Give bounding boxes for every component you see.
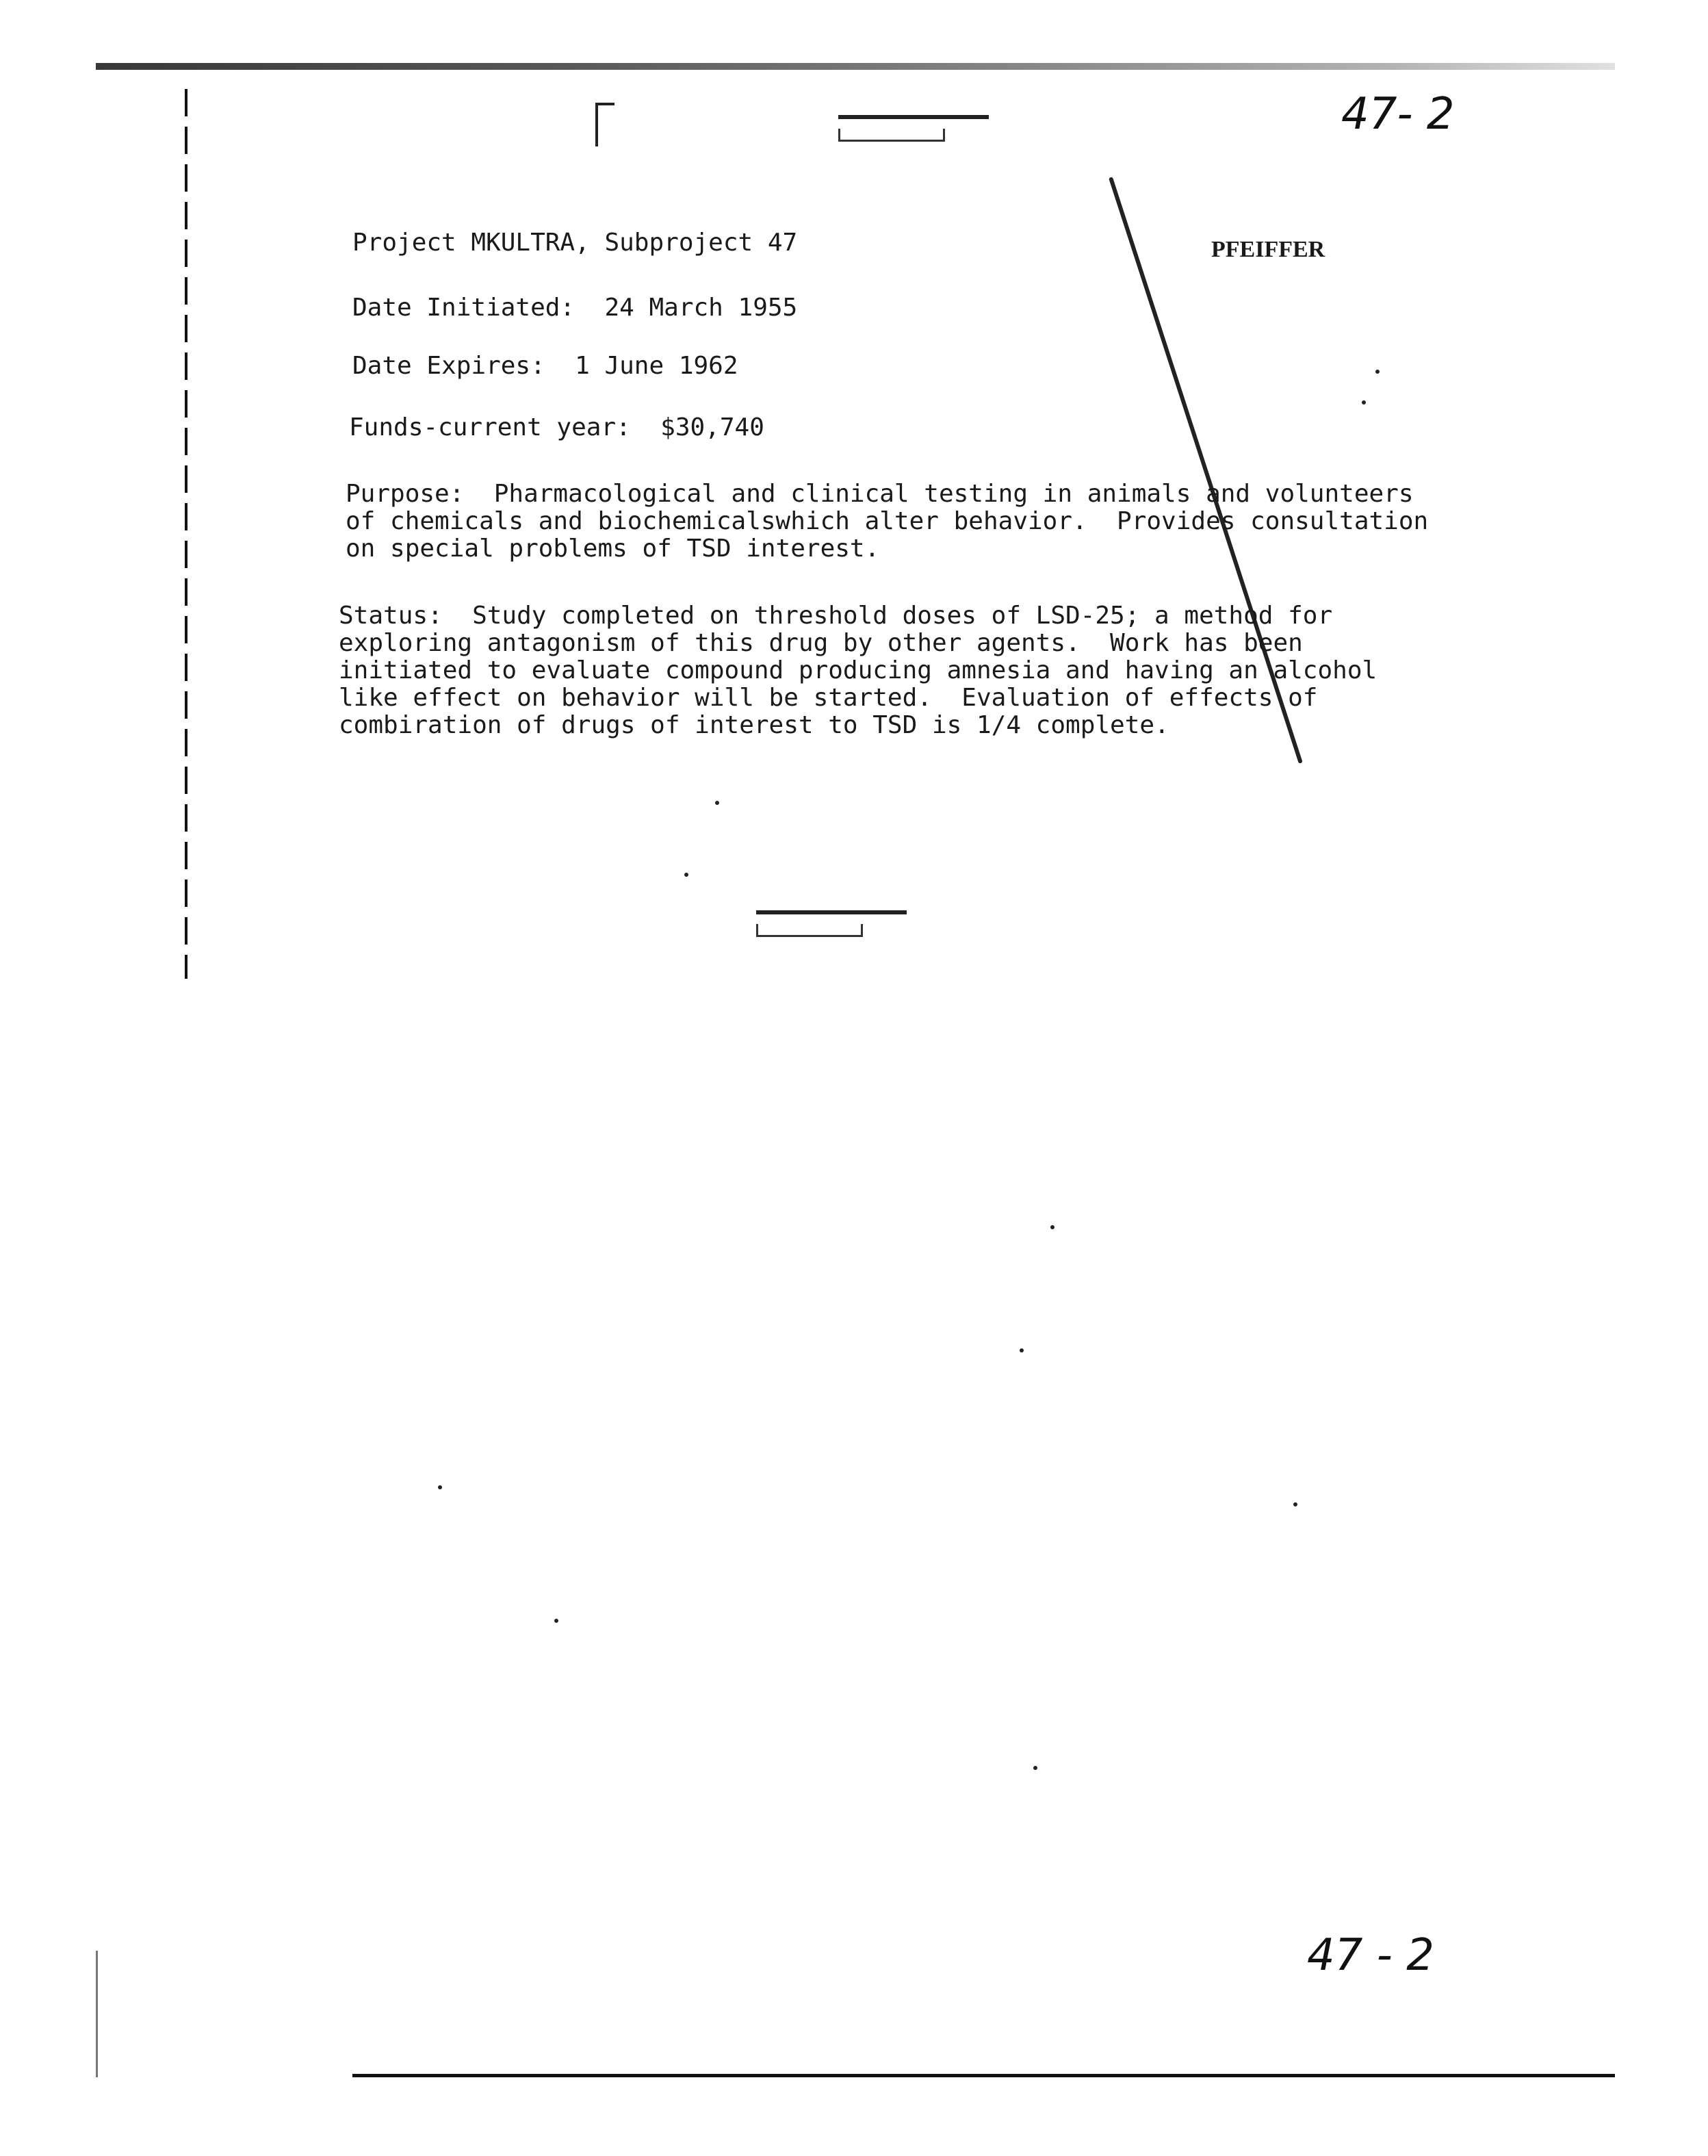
handwritten-page-number-bottom: 47 - 2: [1307, 1930, 1434, 1981]
redaction-mark-bottom: [756, 903, 907, 945]
purpose-line: Purpose: Pharmacological and clinical testing in animals and volunteers: [346, 480, 1414, 508]
scan-speck: [1362, 400, 1366, 405]
project-line: Project MKULTRA, Subproject 47: [352, 229, 798, 257]
purpose-paragraph: [346, 480, 1481, 563]
bottom-scan-rule: [352, 2074, 1615, 2077]
corner-bracket-mark: [595, 103, 614, 146]
status-line: like effect on behavior will be started. Evaluation of effects of: [339, 684, 1318, 712]
bottom-left-margin-rule: [96, 1951, 98, 2077]
status-line: combiration of drugs of interest to TSD is 1/4 complete.: [339, 711, 1169, 739]
purpose-line: of chemicals and biochemicalswhich alter behavior. Provides consultation: [346, 507, 1429, 535]
scan-speck: [684, 873, 688, 877]
status-line: exploring antagonism of this drug by other agents. Work has been: [339, 629, 1303, 657]
scan-speck: [554, 1619, 558, 1623]
scan-speck: [1020, 1348, 1024, 1352]
redaction-mark-top: [838, 108, 989, 149]
scan-speck: [1050, 1225, 1054, 1229]
scan-speck: [715, 801, 719, 805]
handwritten-page-number-top: 47- 2: [1341, 89, 1455, 140]
date-initiated: Date Initiated: 24 March 1955: [352, 294, 798, 322]
name-pfeiffer: PFEIFFER: [1211, 237, 1325, 262]
scan-speck: [1375, 370, 1380, 374]
scan-speck: [1293, 1502, 1297, 1506]
funds-current-year: Funds-current year: $30,740: [349, 413, 764, 441]
scan-speck: [1033, 1766, 1037, 1770]
status-paragraph: [339, 602, 1475, 739]
status-line: initiated to evaluate compound producing amnesia and having an alcohol: [339, 656, 1377, 684]
date-expires: Date Expires: 1 June 1962: [352, 352, 738, 380]
purpose-line: on special problems of TSD interest.: [346, 535, 880, 563]
top-scan-rule: [96, 63, 1615, 70]
status-line: Status: Study completed on threshold doses of LSD-25; a method for: [339, 602, 1333, 630]
scan-speck: [438, 1485, 442, 1489]
left-margin-rule: [185, 89, 187, 979]
